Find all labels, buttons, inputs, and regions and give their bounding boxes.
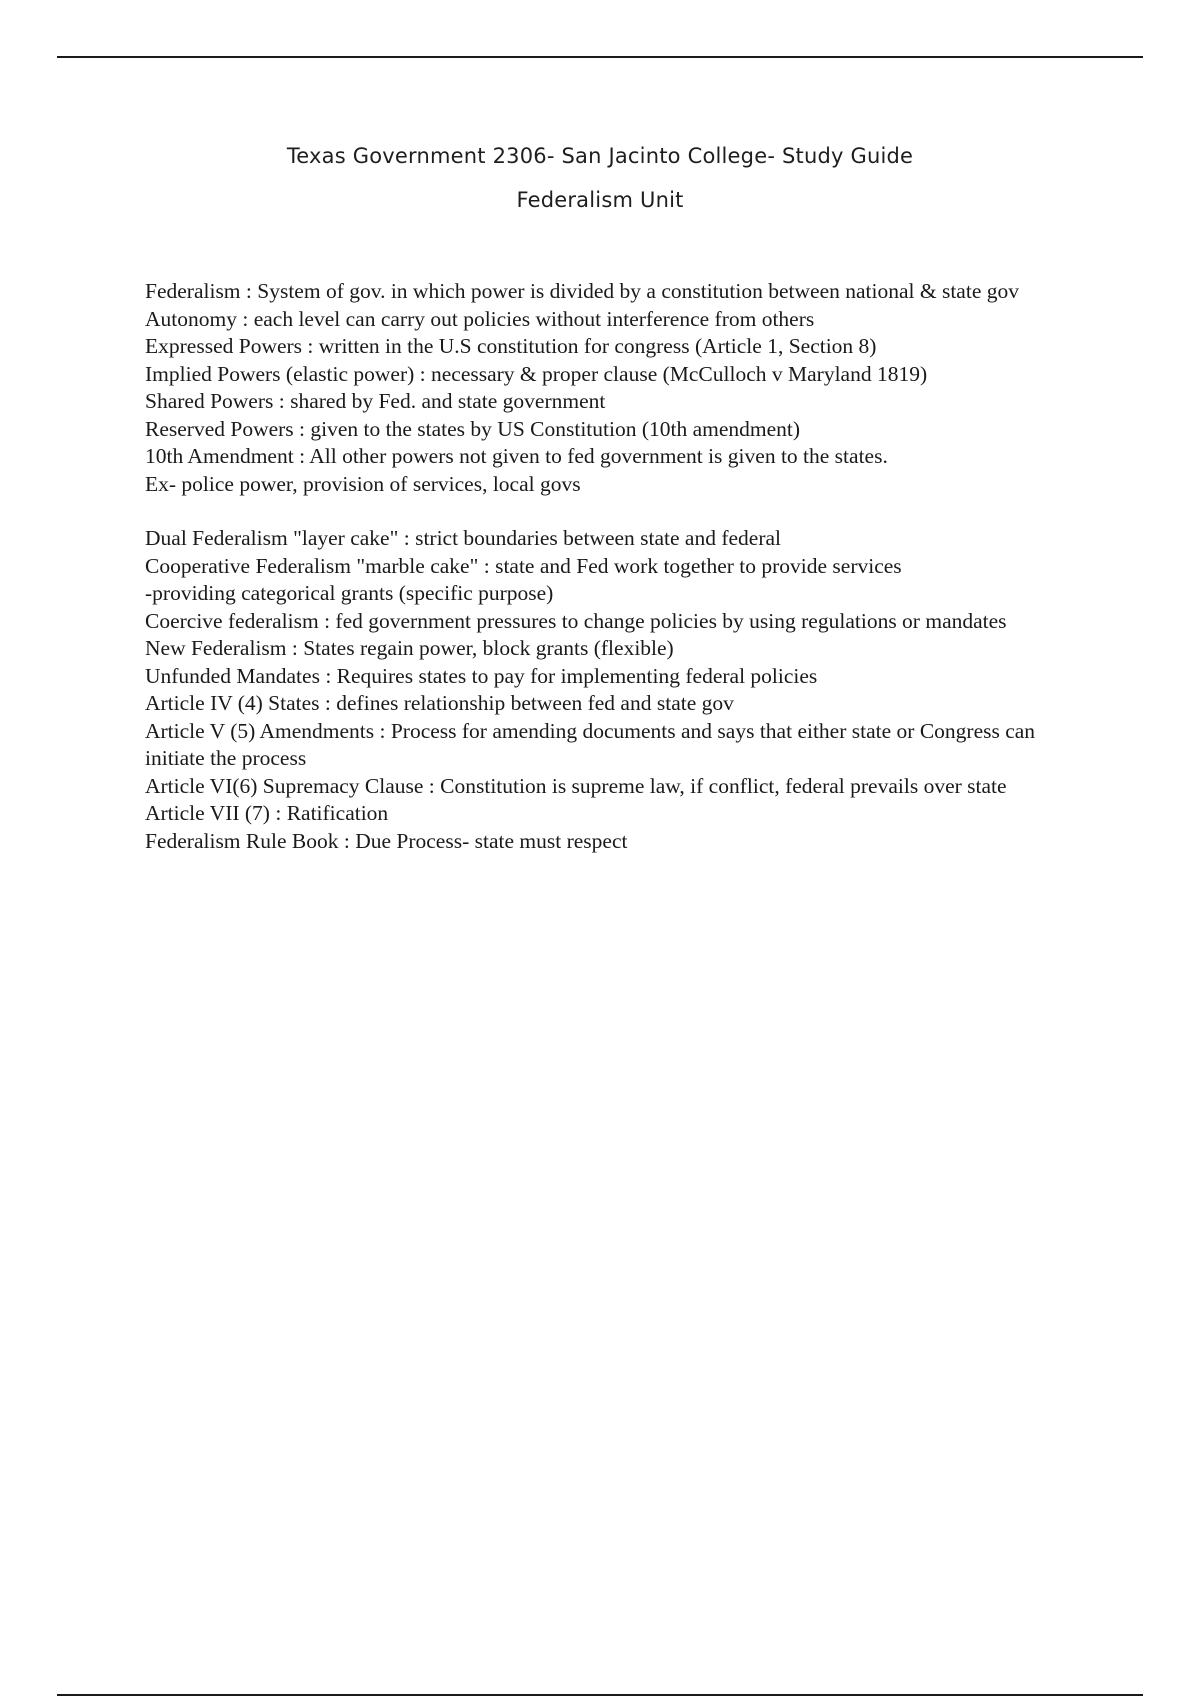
definition-dual-federalism: Dual Federalism "layer cake" : strict boundaries between state and federal <box>145 526 782 550</box>
definition-coercive-federalism: Coercive federalism : fed government pressures to change policies by using regulations or mandates <box>145 608 1007 633</box>
document-subtitle: Federalism Unit <box>516 188 684 212</box>
paragraph-spacer <box>145 498 1085 525</box>
definition-article-vi: Article VI(6) Supremacy Clause : Constitution is supreme law, if conflict, federal prevails over state <box>145 773 1007 798</box>
bottom-rule <box>57 1694 1143 1696</box>
definition-article-iv: Article IV (4) States : defines relationship between fed and state gov <box>145 691 734 715</box>
definition-10th-amendment: 10th Amendment : All other powers not given to fed government is given to the states. <box>145 444 888 468</box>
definition-cooperative-federalism: Cooperative Federalism "marble cake" : state and Fed work together to provide services <box>145 553 902 578</box>
definition-shared-powers: Shared Powers : shared by Fed. and state government <box>145 389 606 413</box>
example-line: Ex- police power, provision of services, local govs <box>145 471 581 496</box>
definition-unfunded-mandates: Unfunded Mandates : Requires states to pay for implementing federal policies <box>145 663 818 688</box>
definition-federalism: Federalism : System of gov. in which power is divided by a constitution between national & state gov <box>145 279 1019 303</box>
definition-reserved-powers: Reserved Powers : given to the states by US Constitution (10th amendment) <box>145 416 801 441</box>
definition-new-federalism: New Federalism : States regain power, block grants (flexible) <box>145 636 674 660</box>
definition-expressed-powers: Expressed Powers : written in the U.S constitution for congress (Article 1, Section 8) <box>145 334 877 358</box>
document-body <box>145 278 1085 855</box>
definition-autonomy: Autonomy : each level can carry out policies without interference from others <box>145 306 815 331</box>
definition-implied-powers: Implied Powers (elastic power) : necessary & proper clause (McCulloch v Maryland 1819) <box>145 361 928 386</box>
definition-federalism-rule-book: Federalism Rule Book : Due Process- state must respect <box>145 828 628 853</box>
definition-article-vii: Article VII (7) : Ratification <box>145 801 389 825</box>
note-categorical-grants: -providing categorical grants (specific purpose) <box>145 581 554 605</box>
definition-article-v: Article V (5) Amendments : Process for amending documents and says that either state or Congress can initiate the process <box>145 718 1036 770</box>
document-title: Texas Government 2306- San Jacinto College- Study Guide <box>286 144 914 168</box>
top-rule <box>57 56 1143 58</box>
